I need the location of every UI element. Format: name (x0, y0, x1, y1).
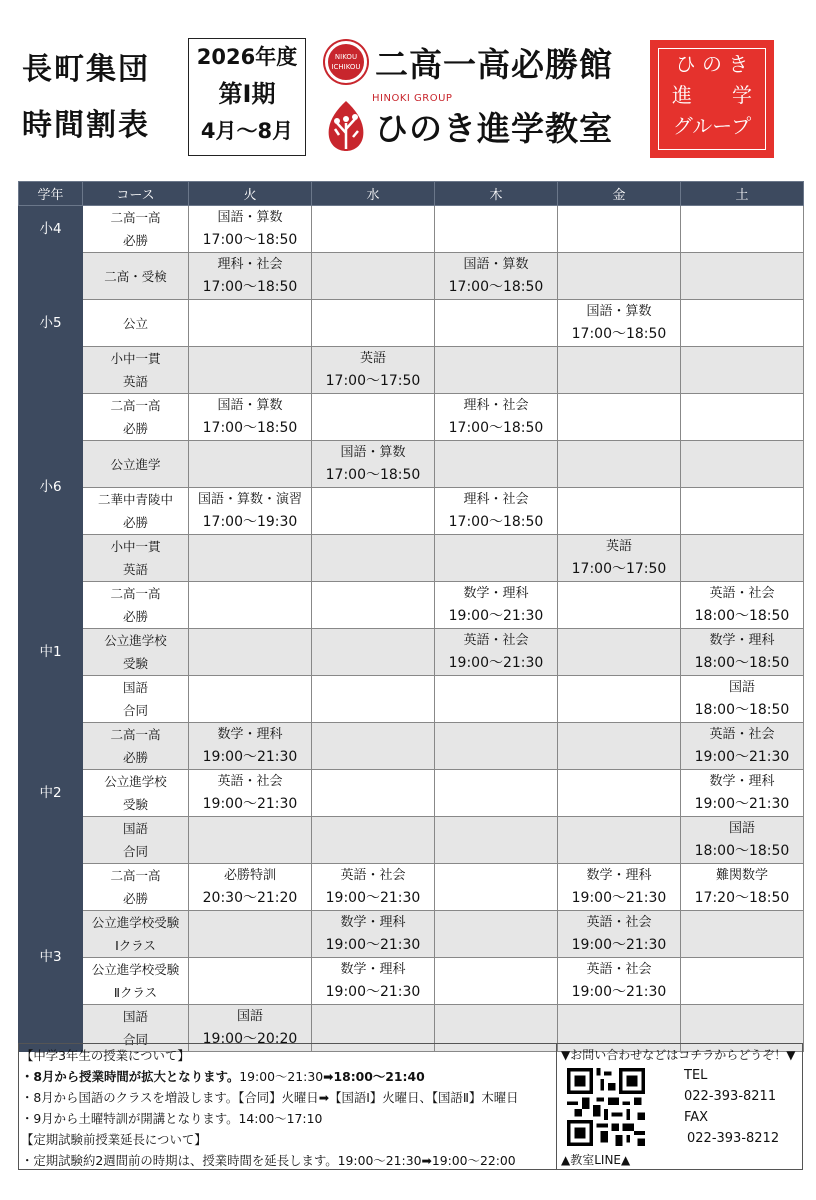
table-row (19, 253, 804, 300)
schedule-cell (312, 488, 435, 535)
class-subjects: 国語・算数 (217, 210, 283, 225)
term-name: 第Ⅰ期 (218, 80, 276, 108)
schedule-cell (558, 864, 681, 911)
class-time: 19:00～21:30 (571, 937, 667, 953)
course-label: 受験 (122, 797, 148, 812)
class-time: 19:00～21:30 (448, 655, 544, 671)
table-row (19, 723, 804, 770)
class-time: 18:00～18:50 (694, 843, 790, 859)
contact-header: ▼お問い合わせなどはコチラからどうぞ！▼ (561, 1048, 796, 1062)
class-subjects: 必勝特訓 (223, 868, 276, 883)
schedule-cell (312, 723, 435, 770)
grade-cell: 小5 (19, 253, 83, 394)
schedule-cell (435, 770, 558, 817)
course-cell (83, 817, 189, 864)
class-subjects: 英語・社会 (709, 727, 775, 742)
grade-cell: 中3 (19, 864, 83, 1052)
schedule-cell (312, 535, 435, 582)
course-label: 英語 (122, 562, 148, 577)
class-subjects: 理科・社会 (463, 398, 529, 413)
class-subjects: 難関数学 (715, 868, 768, 883)
class-subjects: 英語・社会 (340, 868, 406, 883)
schedule-cell (435, 347, 558, 394)
schedule-cell (558, 723, 681, 770)
course-cell (83, 488, 189, 535)
schedule-cell (435, 253, 558, 300)
schedule-cell (312, 347, 435, 394)
notes-line-1: ・8月から授業時間が拡大となります。19:00～21:30➡18:00～21:40 (21, 1069, 425, 1084)
course-label: 合同 (122, 1032, 148, 1047)
class-subjects: 英語・社会 (217, 774, 283, 789)
course-label: 二高一高 (110, 586, 161, 601)
schedule-cell (189, 347, 312, 394)
table-row (19, 441, 804, 488)
class-subjects: 数学・理科 (463, 586, 529, 601)
timetable (18, 181, 804, 1052)
line-label: ▲教室LINE▲ (561, 1153, 631, 1167)
schedule-cell (189, 958, 312, 1005)
schedule-cell (312, 911, 435, 958)
class-time: 19:00～21:30 (325, 984, 421, 1000)
class-time: 19:00～21:30 (325, 890, 421, 906)
course-label: 受験 (122, 656, 148, 671)
schedule-cell (189, 723, 312, 770)
schedule-cell (558, 441, 681, 488)
grade-cell: 中1 (19, 582, 83, 723)
table-row (19, 535, 804, 582)
class-time: 17:00～17:50 (325, 373, 421, 389)
schedule-cell (681, 676, 804, 723)
schedule-cell (189, 488, 312, 535)
group-badge-line-1: ひ の き (675, 52, 749, 76)
course-label: 必勝 (122, 421, 148, 436)
course-cell (83, 535, 189, 582)
schedule-cell (189, 911, 312, 958)
schedule-cell (312, 629, 435, 676)
course-cell (83, 629, 189, 676)
schedule-cell (681, 723, 804, 770)
schedule-cell (681, 488, 804, 535)
course-label: 二高・受検 (104, 268, 167, 284)
term-box (188, 38, 306, 156)
schedule-cell (681, 958, 804, 1005)
course-label: 国語 (122, 1009, 148, 1024)
hinoki-leaf-logo-icon (325, 99, 367, 153)
header-wed: 水 (312, 182, 435, 206)
tel-number[interactable]: 022-393-8211 (684, 1089, 777, 1104)
notes-heading-1: 【中学3年生の授業について】 (21, 1048, 190, 1063)
schedule-cell (435, 629, 558, 676)
header-course: コース (83, 182, 189, 206)
schedule-cell (681, 911, 804, 958)
schedule-cell (189, 441, 312, 488)
course-label: 公立進学校受験 (91, 962, 180, 977)
class-time: 17:00～18:50 (448, 514, 544, 530)
course-label: 国語 (122, 680, 148, 695)
schedule-cell (312, 206, 435, 253)
class-subjects: 国語 (728, 680, 755, 695)
header-fri: 金 (558, 182, 681, 206)
schedule-cell (681, 394, 804, 441)
brand-name-hinoki: ひのき進学教室 (375, 108, 613, 148)
class-time: 17:00～18:50 (202, 232, 298, 248)
course-label: 公立進学校受験 (91, 915, 180, 930)
class-subjects: 数学・理科 (217, 727, 283, 742)
schedule-cell (189, 582, 312, 629)
class-subjects: 英語・社会 (586, 915, 652, 930)
class-subjects: 国語 (236, 1009, 263, 1024)
course-cell (83, 770, 189, 817)
course-cell (83, 864, 189, 911)
class-subjects: 数学・理科 (340, 962, 406, 977)
class-subjects: 数学・理科 (709, 774, 775, 789)
class-time: 19:00～21:30 (202, 796, 298, 812)
schedule-cell (681, 441, 804, 488)
timetable-body (19, 206, 804, 1052)
schedule-cell (189, 770, 312, 817)
class-time: 19:00～21:30 (202, 749, 298, 765)
schedule-cell (558, 206, 681, 253)
schedule-cell (558, 911, 681, 958)
class-subjects: 数学・理科 (340, 915, 406, 930)
schedule-cell (681, 206, 804, 253)
table-row (19, 488, 804, 535)
schedule-cell (312, 864, 435, 911)
schedule-cell (681, 864, 804, 911)
schedule-cell (558, 676, 681, 723)
term-months: 4月～8月 (200, 119, 294, 143)
tel-label: TEL (684, 1068, 708, 1083)
schedule-cell (312, 582, 435, 629)
table-row (19, 911, 804, 958)
schedule-cell (435, 676, 558, 723)
fax-number: 022-393-8212 (687, 1131, 780, 1146)
grade-cell: 小4 (19, 206, 83, 253)
class-time: 19:00～21:30 (694, 749, 790, 765)
course-label: 合同 (122, 844, 148, 859)
course-label: 必勝 (122, 515, 148, 530)
header-grade: 学年 (19, 182, 83, 206)
course-label: 公立進学 (110, 456, 161, 472)
schedule-cell (558, 347, 681, 394)
brand-hinoki (325, 96, 613, 156)
schedule-cell (189, 817, 312, 864)
schedule-cell (189, 394, 312, 441)
course-cell (83, 723, 189, 770)
schedule-cell (435, 488, 558, 535)
course-label: 二高一高 (110, 868, 161, 883)
hikkyokan-logo-icon: NIKOU ICHIKOU (325, 41, 367, 83)
course-cell (83, 582, 189, 629)
class-subjects: 国語 (728, 821, 755, 836)
course-label: 二高一高 (110, 210, 161, 225)
hinoki-group-subtitle: HINOKI GROUP (372, 93, 453, 104)
schedule-cell (435, 535, 558, 582)
course-label: 小中一貫 (110, 351, 161, 366)
notes-heading-2: 【定期試験前授業延長について】 (21, 1132, 207, 1147)
table-row (19, 582, 804, 629)
class-subjects: 国語・算数 (463, 257, 529, 272)
schedule-cell (681, 817, 804, 864)
grade-cell: 中2 (19, 723, 83, 864)
class-time: 17:00～17:50 (571, 561, 667, 577)
schedule-cell (558, 817, 681, 864)
course-cell (83, 441, 189, 488)
schedule-cell (558, 394, 681, 441)
notes-line-4: ・定期試験約2週間前の時期は、授業時間を延長します。19:00～21:30➡19:00～22:00 (21, 1153, 516, 1168)
class-subjects: 英語・社会 (463, 633, 529, 648)
schedule-cell (558, 535, 681, 582)
table-row (19, 300, 804, 347)
table-row (19, 629, 804, 676)
schedule-cell (558, 958, 681, 1005)
course-label: 公立進学校 (104, 774, 167, 789)
course-cell (83, 347, 189, 394)
title-line-2: 時間割表 (22, 108, 150, 143)
table-row (19, 770, 804, 817)
brand-hikkyokan (325, 40, 613, 84)
grade-cell: 小6 (19, 394, 83, 582)
schedule-cell (558, 488, 681, 535)
class-time: 18:00～18:50 (694, 608, 790, 624)
course-label: 二高一高 (110, 398, 161, 413)
course-cell (83, 958, 189, 1005)
course-cell (83, 394, 189, 441)
class-time: 17:00～18:50 (448, 279, 544, 295)
class-subjects: 国語・算数 (340, 445, 406, 460)
class-subjects: 国語・算数・演習 (197, 492, 302, 507)
schedule-cell (435, 864, 558, 911)
schedule-cell (312, 676, 435, 723)
table-row (19, 864, 804, 911)
schedule-cell (189, 535, 312, 582)
course-cell (83, 253, 189, 300)
table-row (19, 206, 804, 253)
schedule-cell (435, 441, 558, 488)
course-label: 必勝 (122, 609, 148, 624)
schedule-cell (312, 817, 435, 864)
schedule-cell (681, 300, 804, 347)
class-time: 17:00～18:50 (325, 467, 421, 483)
schedule-cell (435, 300, 558, 347)
class-time: 18:00～18:50 (694, 702, 790, 718)
schedule-cell (681, 347, 804, 394)
schedule-cell (435, 958, 558, 1005)
course-label: 国語 (122, 821, 148, 836)
class-subjects: 数学・理科 (586, 868, 652, 883)
class-subjects: 英語・社会 (709, 586, 775, 601)
course-cell (83, 911, 189, 958)
hinoki-group-badge (650, 40, 774, 158)
schedule-cell (312, 300, 435, 347)
schedule-cell (435, 723, 558, 770)
course-label: 合同 (122, 703, 148, 718)
class-time: 17:00～18:50 (448, 420, 544, 436)
course-cell (83, 300, 189, 347)
header-tue: 火 (189, 182, 312, 206)
schedule-cell (312, 253, 435, 300)
header-thu: 木 (435, 182, 558, 206)
class-time: 17:20～18:50 (694, 890, 790, 906)
table-row (19, 347, 804, 394)
class-time: 19:00～20:20 (202, 1031, 298, 1047)
schedule-cell (189, 864, 312, 911)
schedule-cell (558, 300, 681, 347)
schedule-cell (435, 817, 558, 864)
schedule-cell (189, 300, 312, 347)
class-subjects: 英語 (605, 539, 632, 554)
class-subjects: 数学・理科 (709, 633, 775, 648)
course-label: 公立進学校 (104, 633, 167, 648)
table-row (19, 817, 804, 864)
course-label: Ⅰクラス (115, 938, 156, 953)
schedule-cell (558, 253, 681, 300)
group-badge-line-3: グループ (672, 114, 752, 138)
notes-line-2: ・8月から国語のクラスを増設します。【合同】火曜日➡【国語Ⅰ】火曜日、【国語Ⅱ】木曜日 (21, 1090, 519, 1105)
schedule-cell (189, 676, 312, 723)
class-time: 19:00～21:30 (571, 890, 667, 906)
class-time: 17:00～19:30 (202, 514, 298, 530)
course-label: 必勝 (122, 750, 148, 765)
schedule-cell (312, 958, 435, 1005)
schedule-cell (312, 770, 435, 817)
class-time: 19:00～21:30 (694, 796, 790, 812)
course-label: 必勝 (122, 233, 148, 248)
schedule-cell (435, 582, 558, 629)
fax-label: FAX (684, 1110, 709, 1125)
class-subjects: 国語・算数 (217, 398, 283, 413)
table-row (19, 676, 804, 723)
class-time: 17:00～18:50 (202, 279, 298, 295)
course-label: Ⅱクラス (113, 985, 158, 1000)
course-label: 英語 (122, 374, 148, 389)
schedule-cell (681, 629, 804, 676)
course-label: 二高一高 (110, 727, 161, 742)
course-label: 必勝 (122, 891, 148, 906)
schedule-cell (681, 582, 804, 629)
header-sat: 土 (681, 182, 804, 206)
schedule-cell (189, 253, 312, 300)
course-label: 二華中青陵中 (97, 492, 173, 507)
schedule-cell (312, 441, 435, 488)
notes-box (18, 1043, 556, 1170)
class-time: 17:00～18:50 (202, 420, 298, 436)
class-subjects: 国語・算数 (586, 304, 652, 319)
table-row (19, 394, 804, 441)
class-time: 19:00～21:30 (448, 608, 544, 624)
schedule-cell (435, 206, 558, 253)
contact-box (556, 1043, 803, 1170)
notes-line-3: ・9月から土曜特訓が開講となります。14:00～17:10 (21, 1111, 323, 1126)
schedule-cell (189, 629, 312, 676)
class-subjects: 理科・社会 (463, 492, 529, 507)
page-title (22, 42, 182, 154)
class-subjects: 英語・社会 (586, 962, 652, 977)
class-time: 19:00～21:30 (571, 984, 667, 1000)
class-time: 18:00～18:50 (694, 655, 790, 671)
table-row (19, 958, 804, 1005)
class-time: 20:30～21:20 (202, 890, 298, 906)
schedule-cell (558, 629, 681, 676)
schedule-cell (558, 582, 681, 629)
timetable-header-row (19, 182, 804, 206)
schedule-cell (681, 770, 804, 817)
schedule-cell (312, 394, 435, 441)
schedule-cell (681, 253, 804, 300)
schedule-cell (435, 911, 558, 958)
class-subjects: 英語 (359, 351, 386, 366)
schedule-cell (435, 394, 558, 441)
brand-name-hikkyokan: 二高一高必勝館 (375, 44, 613, 84)
course-cell (83, 676, 189, 723)
group-badge-line-2: 進 学 (672, 83, 752, 107)
term-year: 2026年度 (196, 45, 298, 69)
course-label: 小中一貫 (110, 539, 161, 554)
course-cell (83, 206, 189, 253)
schedule-cell (558, 770, 681, 817)
class-time: 17:00～18:50 (571, 326, 667, 342)
class-time: 19:00～21:30 (325, 937, 421, 953)
class-subjects: 理科・社会 (217, 257, 283, 272)
schedule-cell (681, 535, 804, 582)
course-label: 公立 (122, 315, 148, 331)
schedule-cell (189, 206, 312, 253)
title-line-1: 長町集団 (22, 52, 150, 87)
line-qr-code-icon[interactable] (567, 1068, 645, 1146)
